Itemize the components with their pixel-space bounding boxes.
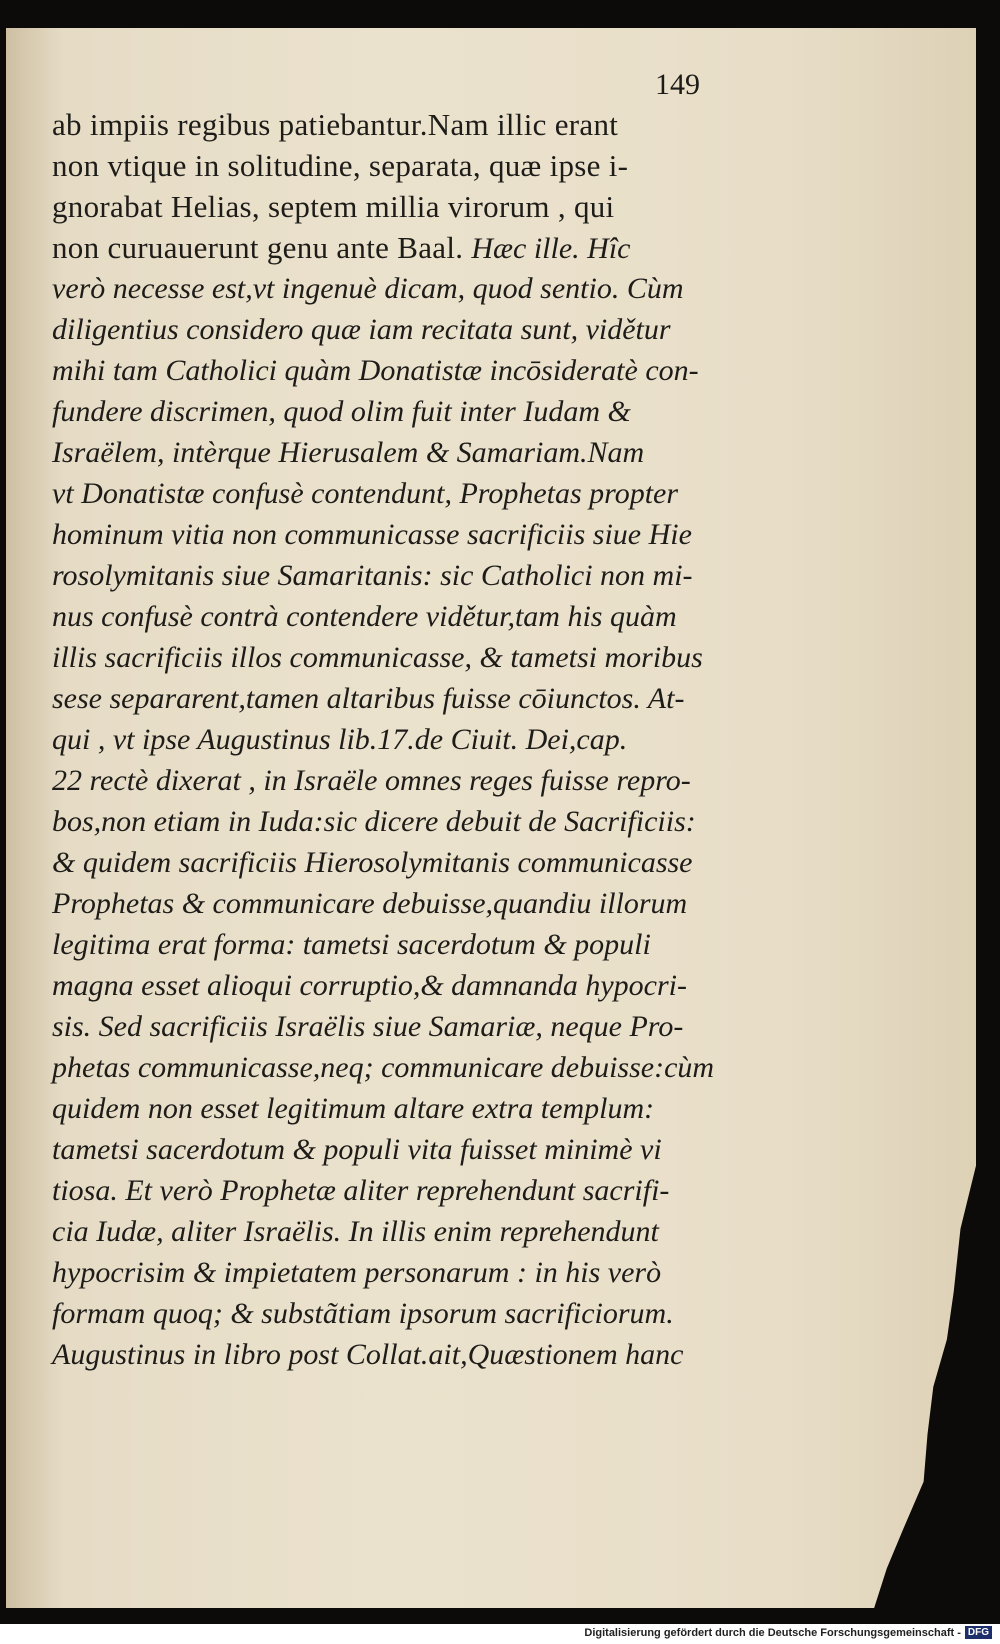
text-line: phetas communicasse,neq; communicare debuisse:cùm <box>52 1051 715 1084</box>
dfg-logo: DFG <box>965 1626 992 1639</box>
text-line-roman-part: non curuauerunt genu ante Baal. <box>52 230 472 265</box>
text-line: tametsi sacerdotum & populi vita fuisset minimè vi <box>52 1133 662 1166</box>
text-line: nus confusè contrà contendere vidětur,tam his quàm <box>52 600 677 633</box>
text-line: diligentius considero quæ iam recitata sunt, vidětur <box>52 313 671 346</box>
text-line: bos,non etiam in Iuda:sic dicere debuit de Sacrificiis: <box>52 805 696 838</box>
text-line: magna esset alioqui corruptio,& damnanda hypocri- <box>52 969 687 1002</box>
text-line: sis. Sed sacrificiis Israëlis siue Samariæ, neque Pro- <box>52 1010 684 1043</box>
page-text <box>52 104 742 1375</box>
text-line: qui , vt ipse Augustinus lib.17.de Ciuit. Dei,cap. <box>52 723 628 756</box>
text-line: mihi tam Catholici quàm Donatistæ incōsideratè con- <box>52 354 699 387</box>
text-line: fundere discrimen, quod olim fuit inter Iudam & <box>52 395 631 428</box>
text-line <box>52 227 742 268</box>
credit-text: Digitalisierung gefördert durch die Deutsche Forschungsgemeinschaft - <box>584 1626 961 1639</box>
text-line: hypocrisim & impietatem personarum : in his verò <box>52 1256 662 1289</box>
text-line: gnorabat Helias, septem millia virorum , qui <box>52 189 615 224</box>
text-line: Israëlem, intèrque Hierusalem & Samariam.Nam <box>52 436 645 469</box>
text-line: rosolymitanis siue Samaritanis: sic Catholici non mi- <box>52 559 693 592</box>
text-line: 22 rectè dixerat , in Israële omnes reges fuisse repro- <box>52 764 691 797</box>
text-line: formam quoq; & substãtiam ipsorum sacrificiorum. <box>52 1297 674 1330</box>
text-line: Augustinus in libro post Collat.ait,Quæstionem hanc <box>52 1338 684 1371</box>
text-line: legitima erat forma: tametsi sacerdotum & populi <box>52 928 651 961</box>
text-line: non vtique in solitudine, separata, quæ ipse i- <box>52 148 629 183</box>
text-line: vt Donatistæ confusè contendunt, Prophetas propter <box>52 477 679 510</box>
text-line: verò necesse est,vt ingenuè dicam, quod sentio. Cùm <box>52 272 684 305</box>
text-line: illis sacrificiis illos communicasse, & tametsi moribus <box>52 641 703 674</box>
text-line: tiosa. Et verò Prophetæ aliter reprehendunt sacrifi- <box>52 1174 670 1207</box>
text-line: hominum vitia non communicasse sacrificiis siue Hie <box>52 518 692 551</box>
digitization-credit <box>584 1626 992 1639</box>
text-line-italic-part: Hæc ille. Hîc <box>471 232 631 265</box>
text-line: quidem non esset legitimum altare extra templum: <box>52 1092 655 1125</box>
text-line: & quidem sacrificiis Hierosolymitanis communicasse <box>52 846 693 879</box>
text-line: sese separarent,tamen altaribus fuisse cōiunctos. At- <box>52 682 685 715</box>
text-line: Prophetas & communicare debuisse,quandiu illorum <box>52 887 688 920</box>
page-number: 149 <box>655 68 700 101</box>
text-line: ab impiis regibus patiebantur.Nam illic erant <box>52 107 619 142</box>
text-line: cia Iudæ, aliter Israëlis. In illis enim reprehendunt <box>52 1215 659 1248</box>
